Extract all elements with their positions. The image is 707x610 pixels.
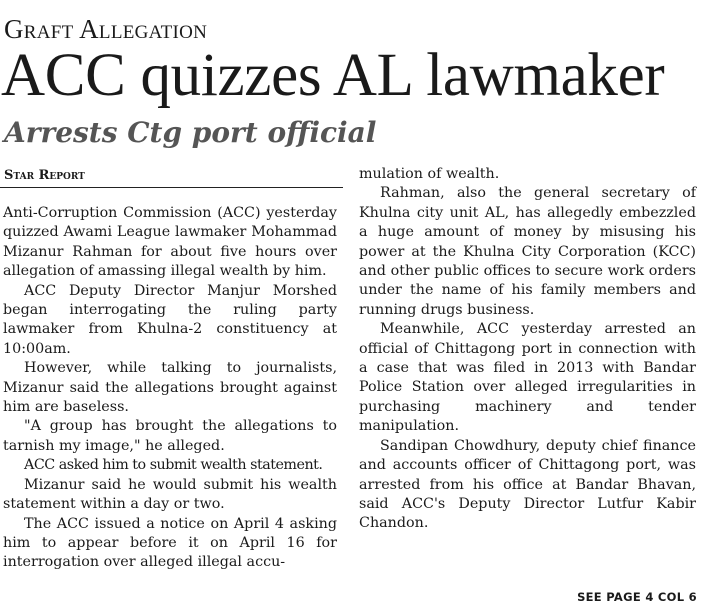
paragraph: However, while talking to journalists, Mizanur said the allegations brought against him are baseless. (3, 360, 337, 416)
jump-line: SEE PAGE 4 COL 6 (577, 590, 697, 604)
paragraph-continuation: mulation of wealth. (359, 166, 500, 182)
subhead: Arrests Ctg port official (4, 116, 377, 149)
paragraph: ACC asked him to submit wealth statement. (24, 457, 323, 474)
paragraph: Sandipan Chowdhury, deputy chief finance and accounts officer of Chittagong port, was arrested from his office at Bandar Bhavan, said ACC's Deputy Director Lutfur Kabir Chandon. (359, 437, 696, 532)
paragraph: Rahman, also the general secretary of Khulna city unit AL, has allegedly embezzled a huge amount of money by misusing his power at the Khulna City Corporation (KCC) and other public offices to secure work orders under the name of his family members and running drugs business. (359, 185, 696, 318)
paragraph: The ACC issued a notice on April 4 asking him to appear before it on April 16 for interrogation over alleged illegal accu- (3, 515, 337, 571)
byline-divider (0, 187, 343, 188)
paragraph: Meanwhile, ACC yesterday arrested an official of Chittagong port in connection with a case that was filed in 2013 with Bandar Police Station over alleged irregularities in purchasing machinery and tender manipulation. (359, 321, 696, 435)
paragraph: Anti-Corruption Commission (ACC) yesterday quizzed Awami League lawmaker Mohammad Mizanur Rahman for about five hours over allegation of amassing illegal wealth by him. (3, 205, 337, 280)
paragraph: "A group has brought the allegations to tarnish my image," he alleged. (3, 418, 337, 454)
right-column (359, 165, 696, 534)
paragraph: ACC Deputy Director Manjur Morshed began interrogating the ruling party lawmaker from Khulna-2 constituency at 10:00am. (3, 282, 337, 357)
kicker: Graft Allegation (4, 14, 208, 44)
paragraph: Mizanur said he would submit his wealth statement within a day or two. (3, 476, 337, 513)
headline: ACC quizzes AL lawmaker (1, 42, 665, 109)
left-column (3, 204, 337, 573)
byline: Star Report (4, 168, 85, 183)
